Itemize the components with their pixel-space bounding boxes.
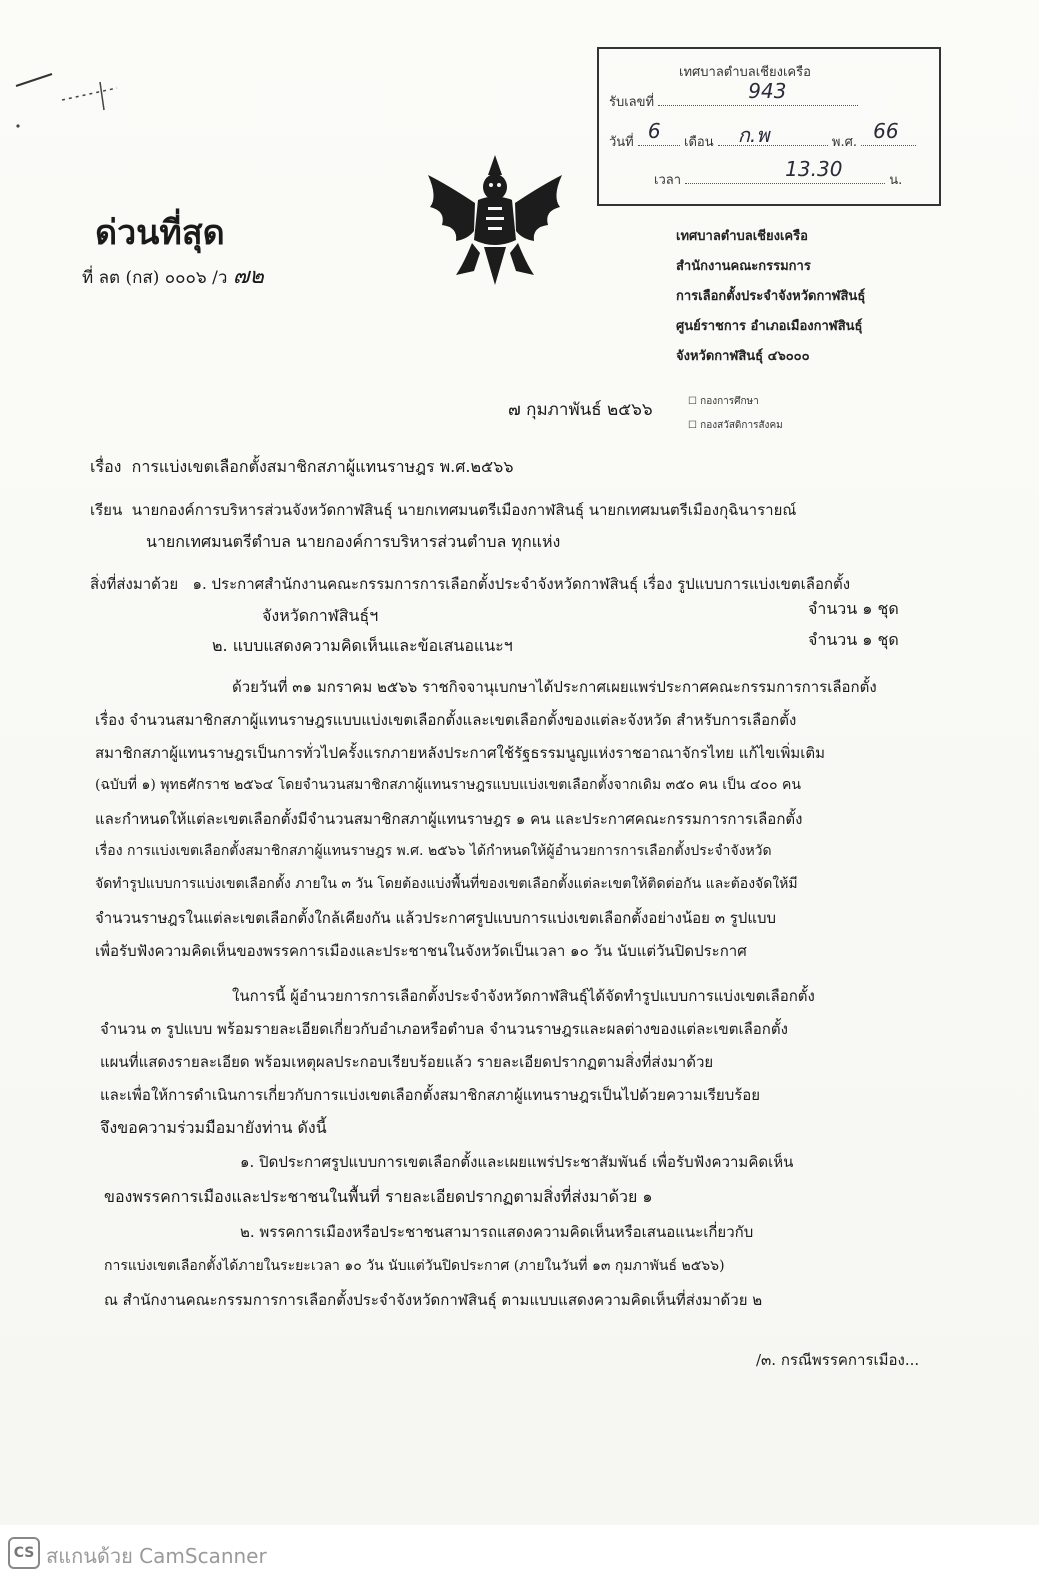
para1-line: ด้วยวันที่ ๓๑ มกราคม ๒๕๖๖ ราชกิจจานุเบกษาได้ประกาศเผยแพร่ประกาศคณะกรรมการการเลือกตั้ง bbox=[232, 678, 877, 696]
para1-line: เรื่อง การแบ่งเขตเลือกตั้งสมาชิกสภาผู้แทนราษฎร พ.ศ. ๒๕๖๖ ได้กำหนดให้ผู้อำนวยการการเลือกตั้งประจำจังหวัด bbox=[95, 843, 772, 859]
item-2-cont: การแบ่งเขตเลือกตั้งได้ภายในระยะเวลา ๑๐ วัน นับแต่วันปิดประกาศ (ภายในวันที่ ๑๓ กุมภาพันธ์ ๒๕๖๖) bbox=[104, 1258, 725, 1274]
subject-label: เรื่อง bbox=[90, 457, 122, 476]
item-2: ๒. พรรคการเมืองหรือประชาชนสามารถแสดงความคิดเห็นหรือเสนอแนะเกี่ยวกับ bbox=[240, 1223, 754, 1241]
scanner-watermark bbox=[0, 1525, 1039, 1575]
stamp-receive-number: 943 bbox=[748, 79, 787, 103]
para2-line: จำนวน ๓ รูปแบบ พร้อมรายละเอียดเกี่ยวกับอำเภอหรือตำบล จำนวนราษฎรและผลต่างของแต่ละเขตเลือกตั้ง bbox=[100, 1020, 788, 1038]
document-date: ๗ กุมภาพันธ์ ๒๕๖๖ bbox=[508, 400, 653, 420]
stamp-time-label: เวลา bbox=[654, 173, 682, 188]
enclosure-1-cont: จังหวัดกาฬสินธุ์ฯ bbox=[262, 606, 379, 625]
camscanner-label: สแกนด้วย CamScanner bbox=[46, 1544, 267, 1568]
para1-line: (ฉบับที่ ๑) พุทธศักราช ๒๕๖๔ โดยจำนวนสมาชิกสภาผู้แทนราษฎรแบบแบ่งเขตเลือกตั้งจากเดิม ๓๕๐ คน เป็น ๔๐๐ คน bbox=[95, 777, 801, 793]
routing-check-2: ☐ กองสวัสดิการสังคม bbox=[688, 420, 783, 431]
subject bbox=[90, 455, 513, 480]
enclosure-1-qty: จำนวน ๑ ชุด bbox=[808, 599, 899, 618]
para2-line: ในการนี้ ผู้อำนวยการการเลือกตั้งประจำจังหวัดกาฬสินธุ์ได้จัดทำรูปแบบการแบ่งเขตเลือกตั้ง bbox=[232, 987, 815, 1005]
item-1: ๑. ปิดประกาศรูปแบบการเขตเลือกตั้งและเผยแพร่ประชาสัมพันธ์ เพื่อรับฟังความคิดเห็น bbox=[240, 1153, 794, 1171]
para1-line: จำนวนราษฎรในแต่ละเขตเลือกตั้งใกล้เคียงกัน แล้วประกาศรูปแบบการแบ่งเขตเลือกตั้งอย่างน้อย ๓ รูปแบบ bbox=[95, 909, 777, 927]
stamp-org: เทศบาลตำบลเชียงเครือ bbox=[679, 65, 811, 80]
stamp-date-row bbox=[609, 119, 916, 152]
para2-line: และเพื่อให้การดำเนินการเกี่ยวกับการแบ่งเขตเลือกตั้งสมาชิกสภาผู้แทนราษฎรเป็นไปด้วยความเรียบร้อย bbox=[100, 1086, 761, 1104]
document-number bbox=[82, 258, 264, 293]
para1-line: และกำหนดให้แต่ละเขตเลือกตั้งมีจำนวนสมาชิกสภาผู้แทนราษฎร ๑ คน และประกาศคณะกรรมการการเลือกตั้ง bbox=[95, 810, 803, 828]
address-line: การเลือกตั้งประจำจังหวัดกาฬสินธุ์ bbox=[676, 289, 866, 304]
address-line: สำนักงานคณะกรรมการ bbox=[676, 259, 811, 274]
routing-check-1-label: กองการศึกษา bbox=[700, 396, 759, 407]
address-line: เทศบาลตำบลเชียงเครือ bbox=[676, 229, 808, 244]
pen-marks bbox=[12, 70, 122, 140]
sender-address bbox=[676, 222, 865, 372]
stamp-receive-label: รับเลขที่ bbox=[609, 95, 655, 110]
continuation-note: /๓. กรณีพรรคการเมือง... bbox=[756, 1351, 920, 1369]
enclosure-2-qty: จำนวน ๑ ชุด bbox=[808, 630, 899, 649]
item-2-cont: ณ สำนักงานคณะกรรมการการเลือกตั้งประจำจังหวัดกาฬสินธุ์ ตามแบบแสดงความคิดเห็นที่ส่งมาด้วย ๒ bbox=[104, 1291, 763, 1309]
para2-line: แผนที่แสดงรายละเอียด พร้อมเหตุผลประกอบเรียบร้อยแล้ว รายละเอียดปรากฏตามสิ่งที่ส่งมาด้วย bbox=[100, 1053, 714, 1071]
address-line: จังหวัดกาฬสินธุ์ ๔๖๐๐๐ bbox=[676, 349, 810, 364]
recipient-line-1: นายกองค์การบริหารส่วนจังหวัดกาฬสินธุ์ นายกเทศมนตรีเมืองกาฬสินธุ์ นายกเทศมนตรีเมืองกุฉินารายณ์ bbox=[131, 501, 797, 519]
para1-line: เพื่อรับฟังความคิดเห็นของพรรคการเมืองและประชาชนในจังหวัดเป็นเวลา ๑๐ วัน นับแต่วันปิดประกาศ bbox=[95, 942, 747, 960]
recipient-label: เรียน bbox=[90, 501, 123, 519]
stamp-receive-row bbox=[609, 79, 858, 112]
stamp-day-label: วันที่ bbox=[609, 135, 634, 150]
enclosures-label: สิ่งที่ส่งมาด้วย bbox=[90, 575, 179, 593]
para1-line: เรื่อง จำนวนสมาชิกสภาผู้แทนราษฎรแบบแบ่งเขตเลือกตั้งและเขตเลือกตั้งของแต่ละจังหวัด สำหรับการเลือกตั้ง bbox=[95, 711, 797, 729]
stamp-time-row bbox=[654, 157, 903, 190]
document-number-prefix: ที่ ลต (กส) ๐๐๐๖ /ว bbox=[82, 268, 228, 288]
routing-check-2-label: กองสวัสดิการสังคม bbox=[700, 420, 783, 431]
stamp-year-label: พ.ศ. bbox=[831, 135, 858, 150]
receipt-stamp bbox=[597, 47, 941, 206]
garuda-emblem-icon bbox=[420, 145, 570, 295]
para1-line: จัดทำรูปแบบการแบ่งเขตเลือกตั้ง ภายใน ๓ วัน โดยต้องแบ่งพื้นที่ของเขตเลือกตั้งแต่ละเขตให้ติดต่อกัน และต้องจัดให้มี bbox=[95, 876, 798, 892]
recipient bbox=[90, 498, 796, 522]
stamp-time-unit: น. bbox=[889, 173, 903, 188]
enclosure-2: ๒. แบบแสดงความคิดเห็นและข้อเสนอแนะฯ bbox=[212, 636, 513, 655]
document-number-handwritten: ๗๒ bbox=[232, 264, 264, 289]
stamp-time: 13.30 bbox=[785, 157, 843, 181]
stamp-month-label: เดือน bbox=[684, 135, 714, 150]
camscanner-logo-icon: CS bbox=[8, 1537, 40, 1569]
routing-check-1: ☐ กองการศึกษา bbox=[688, 396, 759, 407]
para1-line: สมาชิกสภาผู้แทนราษฎรเป็นการทั่วไปครั้งแรกภายหลังประกาศใช้รัฐธรรมนูญแห่งราชอาณาจักรไทย แก้ไขเพิ่มเติม bbox=[95, 744, 825, 762]
enclosures bbox=[90, 572, 850, 596]
recipient-line-2: นายกเทศมนตรีตำบล นายกองค์การบริหารส่วนตำบล ทุกแห่ง bbox=[146, 532, 561, 551]
urgent-label: ด่วนที่สุด bbox=[95, 213, 225, 253]
stamp-year: 66 bbox=[873, 119, 899, 143]
stamp-month: ก.พ bbox=[737, 123, 770, 147]
subject-text: การแบ่งเขตเลือกตั้งสมาชิกสภาผู้แทนราษฎร พ.ศ.๒๕๖๖ bbox=[131, 457, 514, 476]
enclosure-1: ๑. ประกาศสำนักงานคณะกรรมการการเลือกตั้งประจำจังหวัดกาฬสินธุ์ เรื่อง รูปแบบการแบ่งเขตเลือกตั้ง bbox=[192, 575, 851, 593]
item-1-cont: ของพรรคการเมืองและประชาชนในพื้นที่ รายละเอียดปรากฏตามสิ่งที่ส่งมาด้วย ๑ bbox=[104, 1187, 653, 1206]
para2-line: จึงขอความร่วมมือมายังท่าน ดังนี้ bbox=[100, 1118, 327, 1137]
address-line: ศูนย์ราชการ อำเภอเมืองกาฬสินธุ์ bbox=[676, 319, 863, 334]
stamp-day: 6 bbox=[647, 119, 661, 143]
